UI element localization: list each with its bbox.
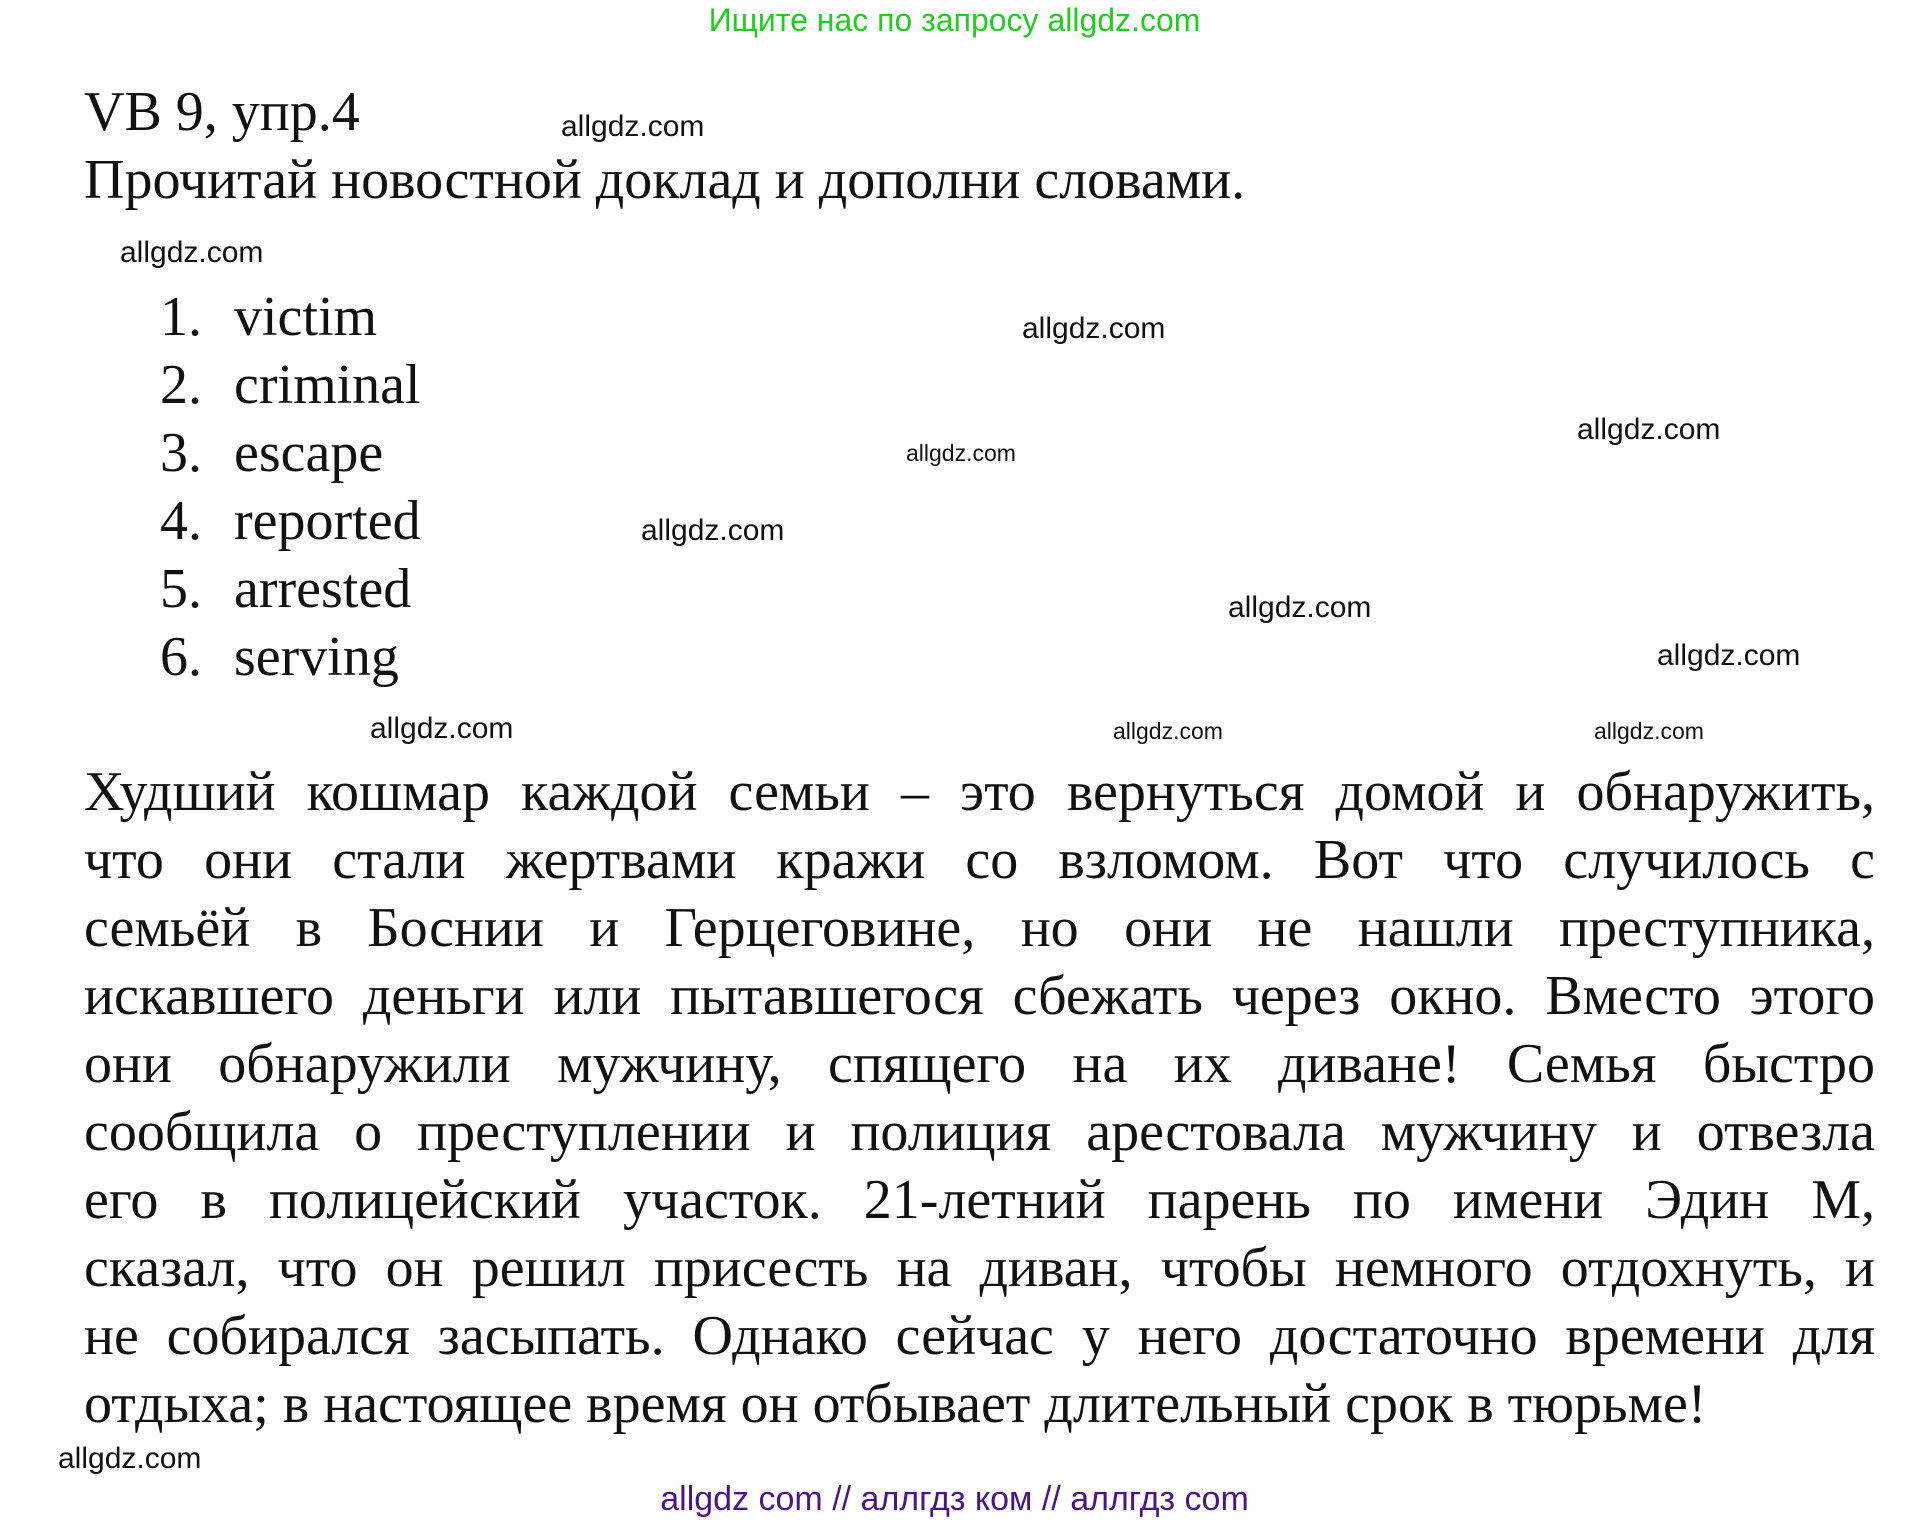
text-line: они обнаружили мужчину, спящего на их диване! Семья быстро xyxy=(84,1033,1875,1095)
list-number: 6. xyxy=(160,626,202,688)
text-line: Худший кошмар каждой семьи – это вернуться домой и обнаружить, xyxy=(84,761,1875,823)
text-line: отдыха; в настоящее время он отбывает длительный срок в тюрьме! xyxy=(84,1373,1707,1435)
watermark: allgdz.com xyxy=(1228,591,1372,624)
exercise-instruction: Прочитай новостной доклад и дополни словами. xyxy=(84,149,1246,211)
answer-list xyxy=(160,283,421,691)
text-line: искавшего деньги или пытавшегося сбежать через окно. Вместо этого xyxy=(84,965,1875,1027)
exercise-title: VB 9, упр.4 xyxy=(84,81,360,143)
watermark: allgdz.com xyxy=(370,712,514,745)
list-item xyxy=(160,487,421,555)
text-line: его в полицейский участок. 21-летний парень по имени Эдин М, xyxy=(84,1169,1875,1231)
list-word: victim xyxy=(234,286,378,348)
text-line: сказал, что он решил присесть на диван, чтобы немного отдохнуть, и xyxy=(84,1237,1875,1299)
text-line: не собирался засыпать. Однако сейчас у него достаточно времени для xyxy=(84,1305,1875,1367)
watermark: allgdz.com xyxy=(1657,639,1801,672)
text-line: что они стали жертвами кражи со взломом. Вот что случилось с xyxy=(84,829,1875,891)
text-line: сообщила о преступлении и полиция арестовала мужчину и отвезла xyxy=(84,1101,1875,1163)
list-number: 2. xyxy=(160,354,202,416)
list-number: 5. xyxy=(160,558,202,620)
watermark: allgdz.com xyxy=(1113,718,1223,744)
list-item xyxy=(160,351,421,419)
news-report-text xyxy=(84,758,1875,1438)
list-item xyxy=(160,419,421,487)
list-item xyxy=(160,283,421,351)
watermark: allgdz.com xyxy=(1577,413,1721,446)
watermark: allgdz.com xyxy=(120,236,264,269)
text-line: семьёй в Боснии и Герцеговине, но они не нашли преступника, xyxy=(84,897,1875,959)
top-banner: Ищите нас по запросу allgdz.com xyxy=(708,2,1201,38)
watermark: allgdz.com xyxy=(906,440,1016,466)
list-word: escape xyxy=(234,422,384,484)
list-word: reported xyxy=(234,490,421,552)
list-word: criminal xyxy=(234,354,421,416)
list-item xyxy=(160,623,421,691)
list-number: 3. xyxy=(160,422,202,484)
watermark: allgdz.com xyxy=(58,1442,202,1475)
list-item xyxy=(160,555,421,623)
list-word: arrested xyxy=(234,558,412,620)
list-number: 4. xyxy=(160,490,202,552)
list-number: 1. xyxy=(160,286,202,348)
watermark: allgdz.com xyxy=(561,110,705,143)
watermark: allgdz.com xyxy=(641,514,785,547)
list-word: serving xyxy=(234,626,399,688)
footer-banner: allgdz com // аллгдз ком // аллгдз com xyxy=(660,1480,1249,1518)
watermark: allgdz.com xyxy=(1594,718,1704,744)
watermark: allgdz.com xyxy=(1022,312,1166,345)
